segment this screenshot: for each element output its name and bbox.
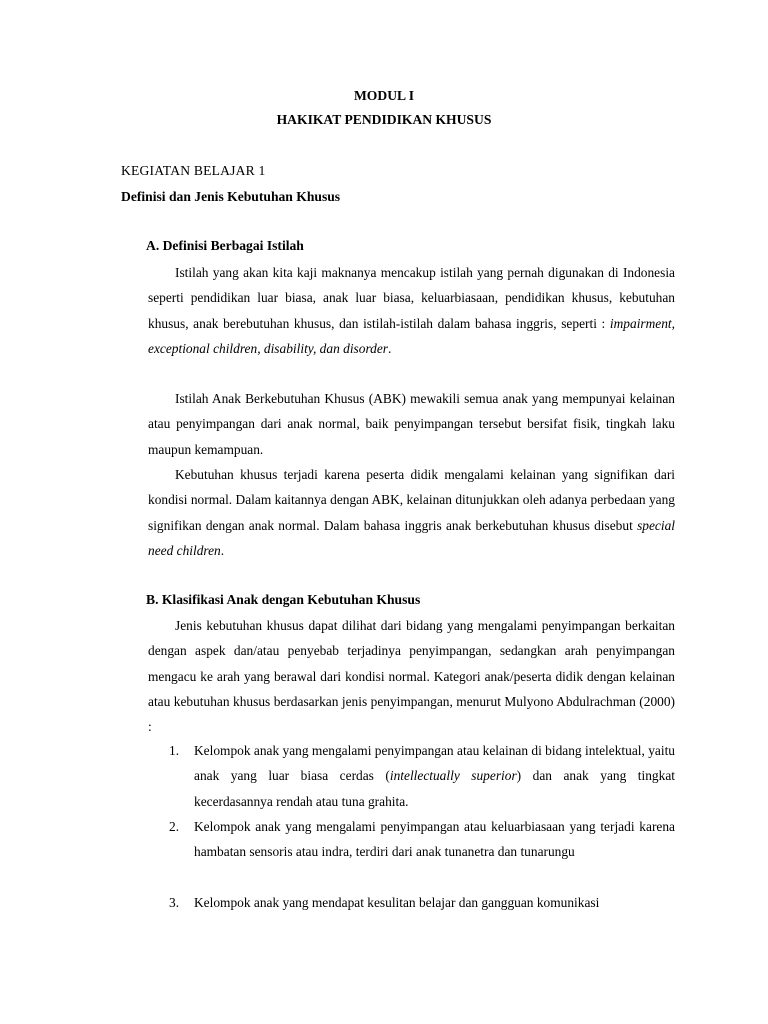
module-subtitle: HAKIKAT PENDIDIKAN KHUSUS [276, 112, 492, 127]
paragraph-italic-text: special need children [148, 517, 675, 558]
activity-heading: KEGIATAN BELAJAR 1 [121, 163, 266, 178]
list-item-text: Kelompok anak yang mendapat kesulitan belajar dan gangguan komunikasi [194, 895, 600, 910]
paragraph-text: Istilah yang akan kita kaji maknanya mencakup istilah yang pernah digunakan di Indonesia seperti pendidikan luar biasa, anak luar biasa, keluarbiasaan, pendidikan khusus, kebutuhan khusus, anak berebutuhan khusus, dan istilah-istilah dalam bahasa inggris, seperti : [148, 265, 675, 331]
paragraph-italic-text: impairment, exceptional children, disability, dan disorder [148, 315, 675, 356]
list-item [148, 738, 675, 814]
list-item [148, 890, 675, 916]
list-item-text: Kelompok anak yang mengalami penyimpangan atau kelainan di bidang intelektual, yaitu anak yang luar biasa cerdas ( [194, 743, 675, 784]
section-b-paragraph-1: Jenis kebutuhan khusus dapat dilihat dari bidang yang mengalami penyimpangan berkaitan dengan aspek dan/atau penyebab terjadinya penyimpangan, sedangkan arah penyimpangan mengacu ke arah yang berawal dari kondisi normal. Kategori anak/peserta didik dengan kelainan atau kebutuhan khusus berdasarkan jenis penyimpangan, menurut Mulyono Abdulrachman (2000) : [148, 618, 675, 735]
list-item-number: 2. [169, 819, 180, 834]
paragraph-text: Kebutuhan khusus terjadi karena peserta didik mengalami kelainan yang signifikan dari kondisi normal. Dalam kaitannya dengan ABK, kelainan ditunjukkan oleh adanya perbedaan yang signifikan dengan anak normal. Dalam bahasa inggris anak berkebutuhan khusus disebut [148, 467, 675, 533]
section-b-title: B. Klasifikasi Anak dengan Kebutuhan Khusus [146, 592, 421, 607]
list-item-text-end: ) dan anak yang tingkat kecerdasannya rendah atau tuna grahita. [194, 768, 675, 809]
list-item [148, 814, 675, 890]
paragraph-end: . [220, 542, 225, 558]
paragraph-end: . [388, 340, 392, 356]
classification-list [148, 738, 675, 916]
list-item-number: 1. [169, 743, 180, 758]
section-a-title: A. Definisi Berbagai Istilah [146, 238, 304, 253]
list-item-number: 3. [169, 895, 180, 910]
module-title: MODUL I [353, 88, 415, 103]
section-a-paragraph-1 [148, 260, 675, 361]
section-a-paragraph-2: Istilah Anak Berkebutuhan Khusus (ABK) mewakili semua anak yang mempunyai kelainan atau penyimpangan dari anak normal, baik penyimpangan tersebut bersifat fisik, tingkah laku maupun kemampuan. [148, 391, 675, 457]
activity-subheading: Definisi dan Jenis Kebutuhan Khusus [121, 189, 341, 204]
list-item-text: Kelompok anak yang mengalami penyimpangan atau keluarbiasaan yang terjadi karena hambatan sensoris atau indra, terdiri dari anak tunanetra dan tunarungu [194, 819, 675, 860]
section-a-paragraph-3 [148, 462, 675, 563]
list-item-italic-text: intellectually superior [389, 768, 517, 784]
